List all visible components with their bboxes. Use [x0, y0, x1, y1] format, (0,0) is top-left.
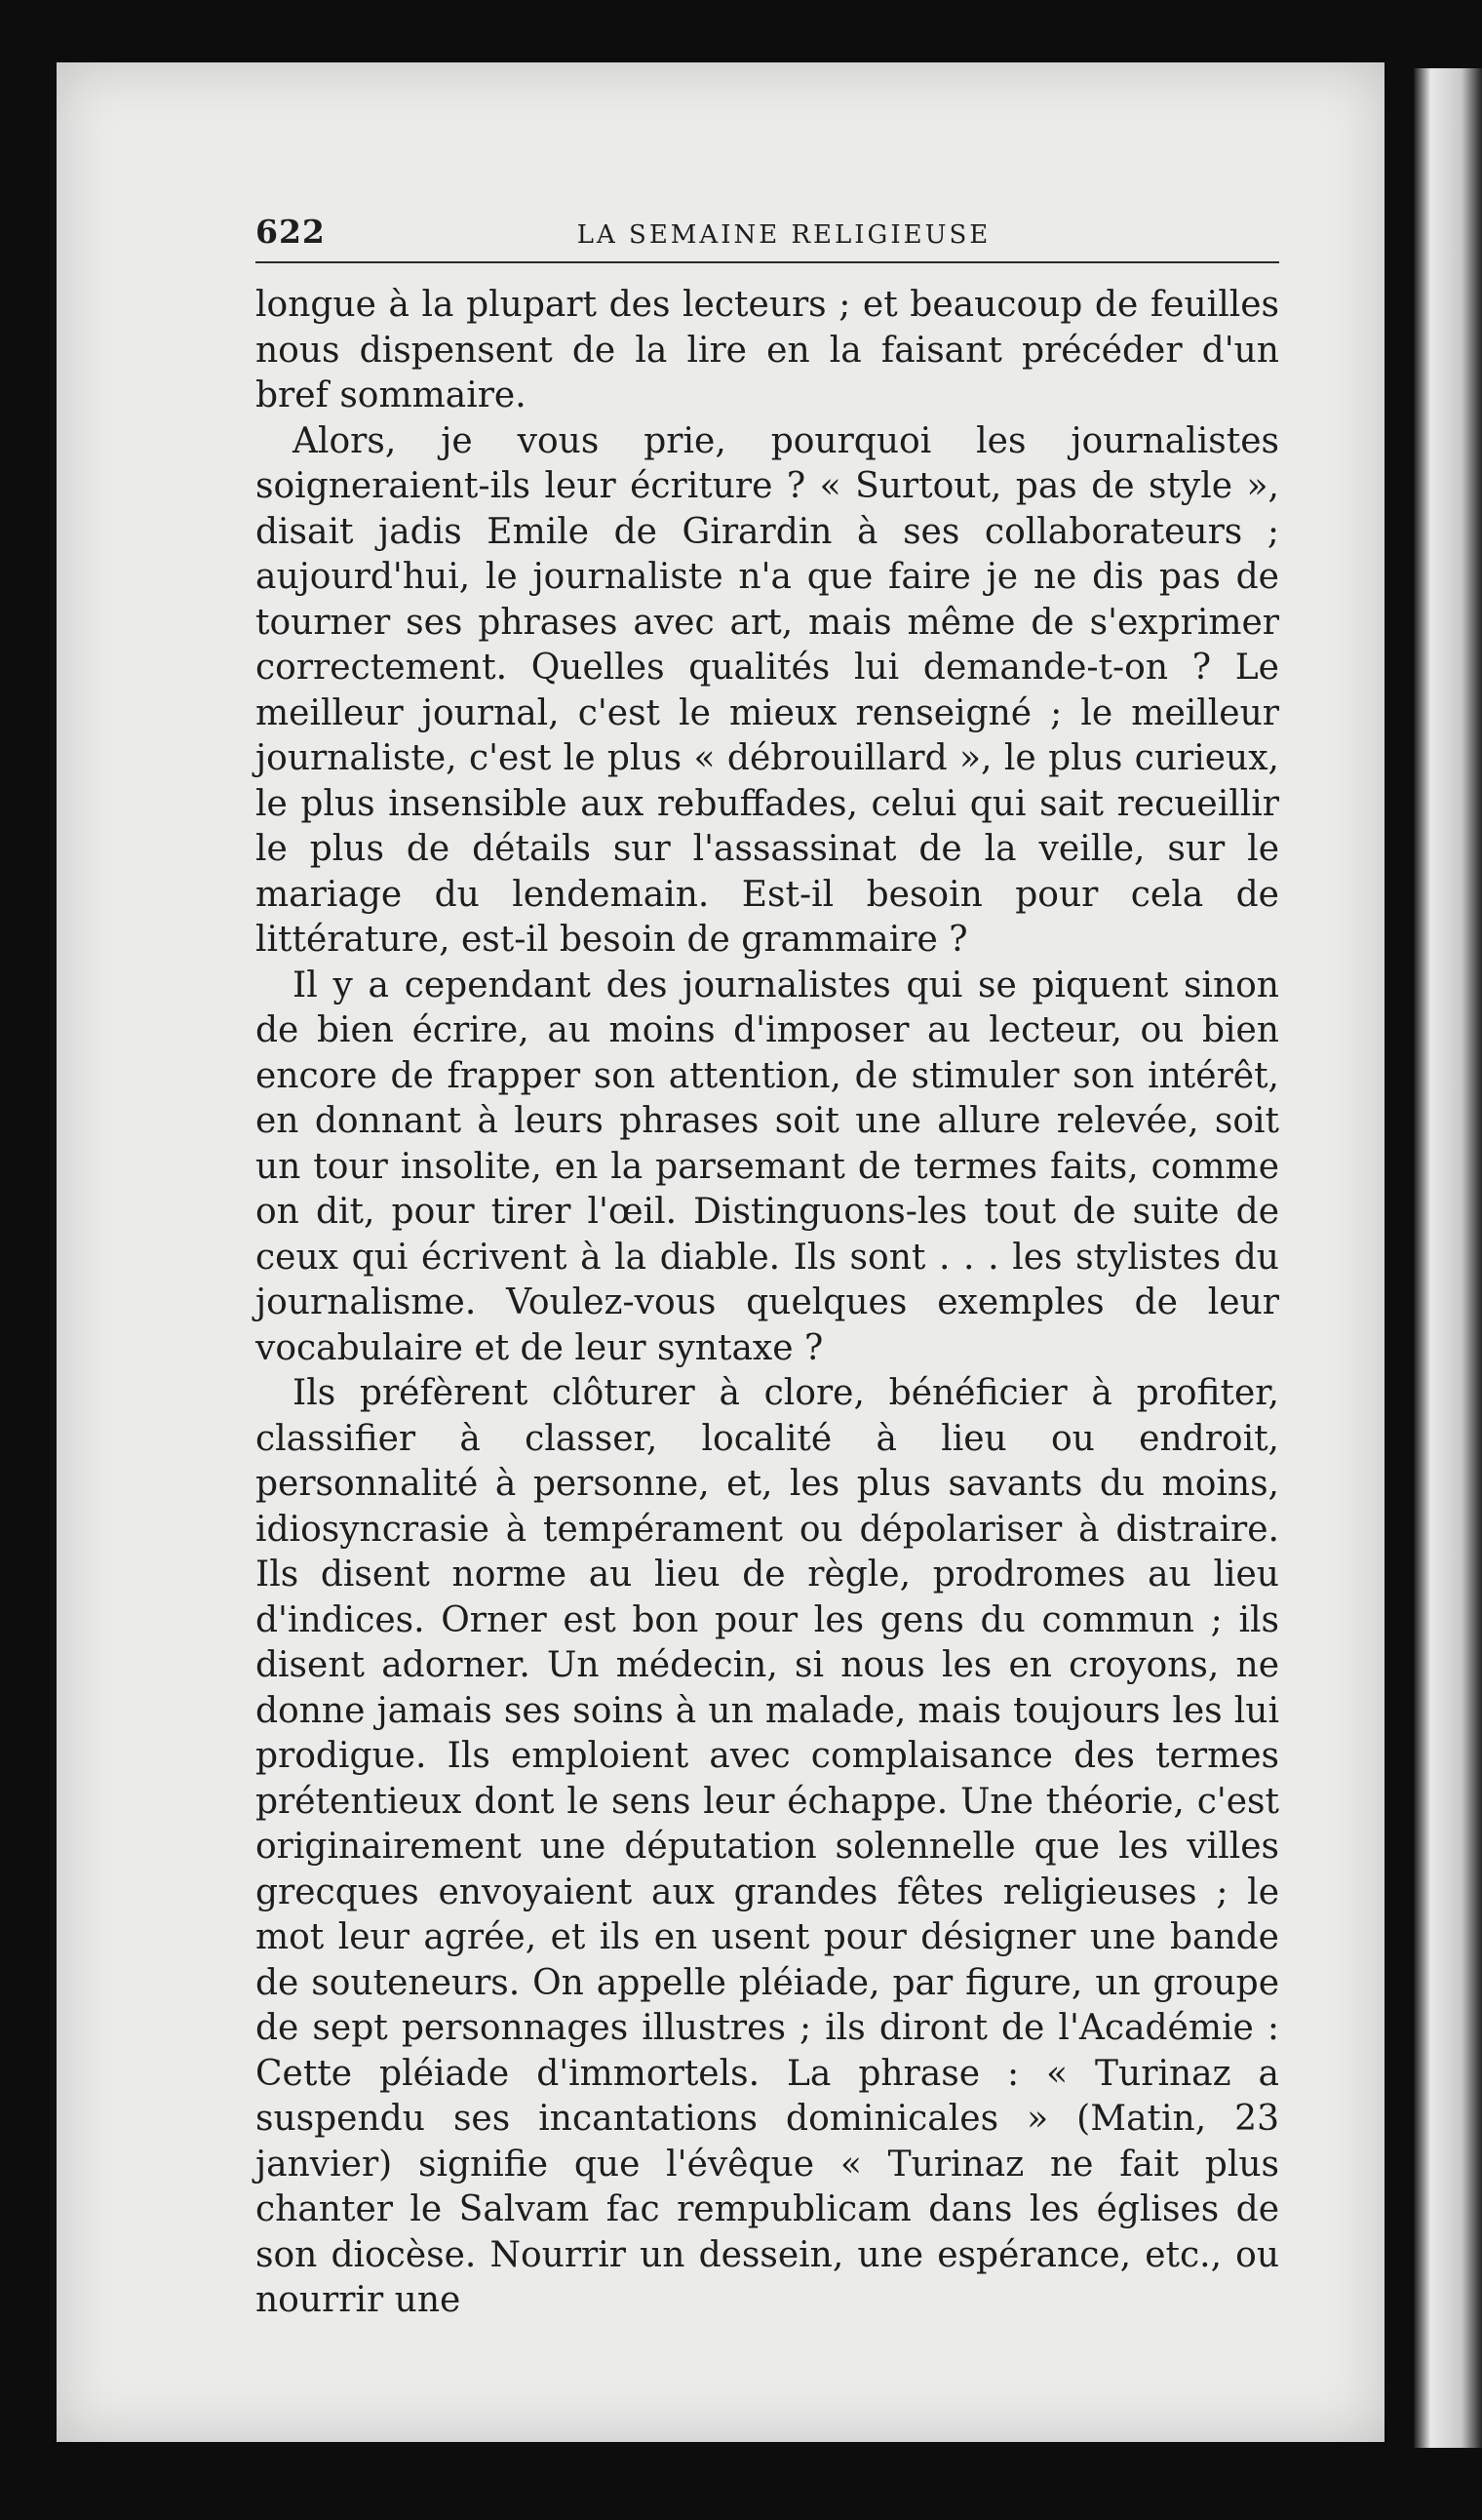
page-header	[255, 207, 1279, 263]
adjacent-page-edge	[1414, 68, 1482, 2448]
paragraph-1: longue à la plupart des lecteurs ; et beaucoup de feuilles nous dispensent de la lire en la faisant précéder d'un bref sommaire.	[255, 285, 1279, 415]
body-text	[255, 283, 1279, 2324]
page-number: 622	[255, 213, 326, 251]
paragraph-4: Ils préfèrent clôturer à clore, bénéficier à profiter, classifier à classer, localité à lieu ou endroit, personnalité à personne, et, les plus savants du moins, idiosyncrasie à tempérament ou dépolariser à distraire. Ils disent norme au lieu de règle, prodromes au lieu d'indices. Orner est bon pour les gens du commun ; ils disent adorner. Un médecin, si nous les en croyons, ne donne jamais ses soins à un malade, mais toujours les lui prodigue. Ils emploient avec complaisance des termes prétentieux dont le sens leur échappe. Une théorie, c'est originairement une députation solennelle que les villes grecques envoyaient aux grandes fêtes religieuses ; le mot leur agrée, et ils en usent pour désigner une bande de souteneurs. On appelle pléiade, par figure, un groupe de sept personnages illustres ; ils diront de l'Académie : Cette pléiade d'immortels. La phrase : « Turinaz a suspendu ses incantations dominicales » (Matin, 23 janvier) signifie que l'évêque « Turinaz ne fait plus chanter le Salvam fac rempublicam dans les églises de son diocèse. Nourrir un dessein, une espérance, etc., ou nourrir une	[255, 1373, 1279, 2320]
running-head: LA SEMAINE RELIGIEUSE	[576, 220, 992, 250]
paragraph-3: Il y a cependant des journalistes qui se piquent sinon de bien écrire, au moins d'imposer au lecteur, ou bien encore de frapper son attention, de stimuler son intérêt, en donnant à leurs phrases soit une allure relevée, soit un tour insolite, en la parsemant de termes faits, comme on dit, pour tirer l'œil. Distinguons-les tout de suite de ceux qui écrivent à la diable. Ils sont . . . les stylistes du journalisme. Voulez-vous quelques exemples de leur vocabulaire et de leur syntaxe ?	[255, 965, 1279, 1368]
paragraph-2: Alors, je vous prie, pourquoi les journalistes soigneraient-ils leur écriture ? « Surtout, pas de style », disait jadis Emile de Girardin à ses collaborateurs ; aujourd'hui, le journaliste n'a que faire je ne dis pas de tourner ses phrases avec art, mais même de s'exprimer correctement. Quelles qualités lui demande-t-on ? Le meilleur journal, c'est le mieux renseigné ; le meilleur journaliste, c'est le plus « débrouillard », le plus curieux, le plus insensible aux rebuffades, celui qui sait recueillir le plus de détails sur l'assassinat de la veille, sur le mariage du lendemain. Est-il besoin pour cela de littérature, est-il besoin de grammaire ?	[255, 420, 1279, 960]
